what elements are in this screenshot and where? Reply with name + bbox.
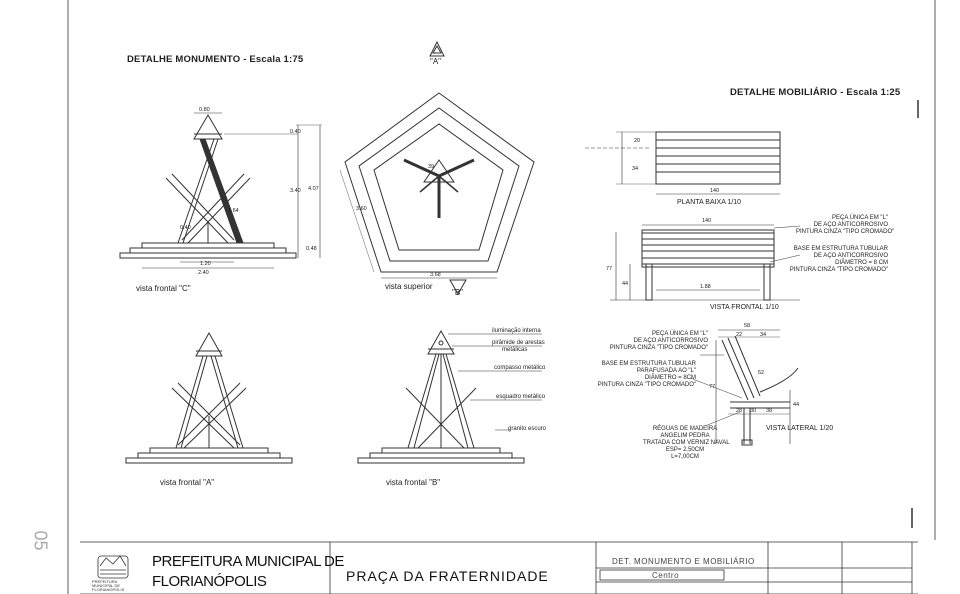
dim-c-base: 2.40 [198,270,209,276]
district-name: Centro [652,571,680,580]
dim-side-f: 30 [750,408,757,414]
city-logo-icon [98,556,128,578]
note-side-line-12: L=7,00CM [671,454,699,460]
north-label-a: "A" [430,57,442,66]
label-internal-lighting: iluminação interna [492,328,541,334]
dim-c-base-r: 0.48 [306,246,317,252]
note-front-line-3: PINTURA CINZA "TIPO CROMADO" [796,229,895,235]
note-front-line-4: BASE EM ESTRUTURA TUBULAR [793,246,888,252]
caption-bench-plan: PLANTA BAIXA 1/10 [677,199,742,206]
dim-top-bottom: 3.68 [430,272,441,278]
note-side-line-10: TRATADA COM VERNIZ NAVAL [643,440,730,446]
north-label-b: "B" [452,288,464,297]
caption-front-view-a: vista frontal "A" [160,478,215,487]
dim-bench-d1: 20 [634,138,641,144]
note-side-l-piece [600,331,708,352]
dim-side-a: 22 [736,332,743,338]
dim-top-side: 3.60 [356,206,367,212]
dim-c-h1: 0.40 [290,129,301,135]
note-front-line-5: DE AÇO ANTICORROSIVO [813,253,888,259]
dim-c-mid: 3.40 [290,188,301,194]
note-side-line-5: PARAFUSADA AO "L" [636,368,696,374]
drawing-name: DET. MONUMENTO E MOBILIÁRIO [612,557,755,566]
dim-c-top: 0.80 [199,107,210,113]
dim-side-top: 58 [744,323,751,329]
org-name-line-2: FLORIANÓPOLIS [152,573,267,590]
bench-plan-view [585,132,780,194]
dim-c-inner: 1.20 [200,261,211,267]
note-front-l-piece [796,215,895,236]
caption-front-view-c: vista frontal "C" [136,284,191,293]
note-front-line-7: PINTURA CINZA "TIPO CROMADO" [789,267,888,273]
note-side-line-3: PINTURA CINZA "TIPO CROMADO" [609,345,708,351]
dim-c-bot: 0.40 [180,225,191,231]
dim-side-e: 44 [793,402,800,408]
note-side-line-9: ANGELIM PEDRA [660,433,710,439]
caption-bench-side: VISTA LATERAL 1/20 [766,425,834,432]
top-view [340,93,534,278]
dim-bench-h1: 77 [606,266,613,272]
dim-bench-front-in: 1.88 [700,284,711,290]
furniture-detail-title: DETALHE MOBILIÁRIO - Escala 1:25 [730,87,901,98]
north-arrow-a-icon [430,42,444,56]
org-name-line-1: PREFEITURA MUNICIPAL DE [152,553,344,570]
note-side-line-11: ESP= 2.50CM [665,447,705,453]
note-side-line-8: RÉGUAS DE MADEIRA [652,426,718,432]
margin-sheet-mark: 05 [30,530,51,551]
dim-bench-d2: 34 [632,166,639,172]
label-granite: granito escuro [508,426,547,432]
dim-side-c: 28 [736,408,743,414]
dim-bench-w: 140 [710,188,720,194]
note-side-tubular-base [588,361,696,389]
dim-side-g: 52 [758,370,765,376]
label-square: esquadro metálico [496,394,546,400]
project-title: PRAÇA DA FRATERNIDADE [346,568,549,584]
note-front-line-6: DIÂMETRO = 8 CM [835,260,888,266]
dim-bench-h2: 44 [622,281,629,287]
note-front-tubular-base [782,246,888,274]
monument-detail-title: DETALHE MONUMENTO - Escala 1:75 [127,54,304,65]
note-side-line-2: DE AÇO ANTICORROSIVO [633,338,708,344]
logo-caption: PREFEITURA MUNICIPAL DE FLORIANÓPOLIS [92,579,125,592]
label-pyramid-2: metálicas [502,347,528,353]
note-front-line-1: PEÇA ÚNICA EM "L" [832,215,888,221]
dim-top-center: 39 [428,164,435,170]
note-side-wood-slats [643,426,730,461]
caption-top-view: vista superior [385,282,433,291]
dim-c-total: 4.07 [308,186,319,192]
note-side-line-4: BASE EM ESTRUTURA TUBULAR [601,361,696,367]
note-side-line-7: PINTURA CINZA "TIPO CROMADO" [597,382,696,388]
dim-side-d: 38 [766,408,773,414]
label-compass: compasso metálico [494,365,546,371]
label-pyramid: pirâmide de arestas [492,340,545,346]
caption-front-view-b: vista frontal "B" [386,478,441,487]
dim-c-low: 1.64 [228,208,239,214]
note-side-line-1: PEÇA ÚNICA EM "L" [652,331,708,337]
dim-side-b: 34 [760,332,767,338]
note-side-line-6: DIÂMETRO = 8CM [644,375,696,381]
note-front-line-2: DE AÇO ANTICORROSIVO [813,222,888,228]
caption-bench-front: VISTA FRONTAL 1/10 [710,304,779,311]
dim-bench-front-w: 140 [702,218,712,224]
front-view-a [126,333,292,463]
dim-side-h: 77 [709,384,716,390]
